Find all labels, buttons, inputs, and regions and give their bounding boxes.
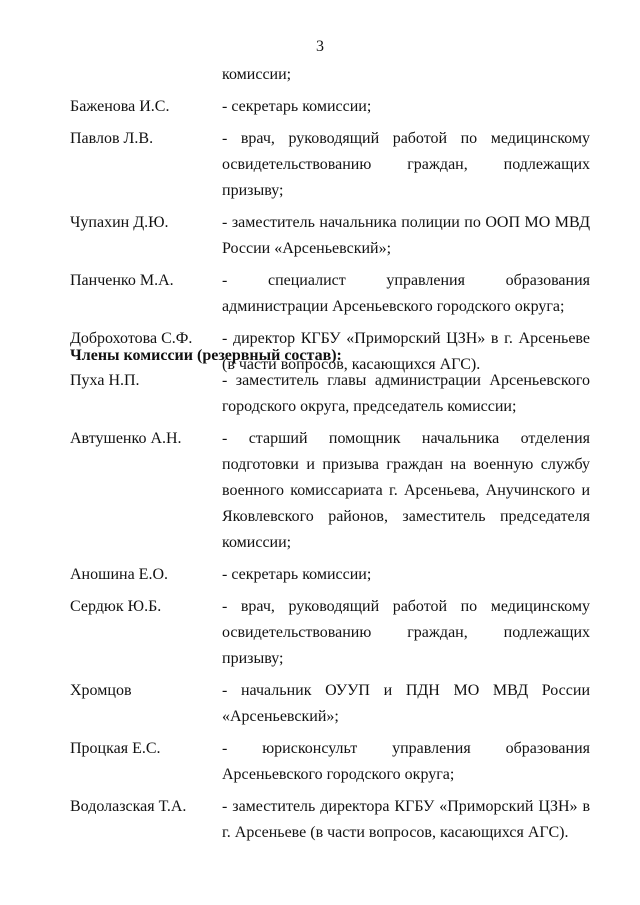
member-role: - директор КГБУ «Приморский ЦЗН» в г. Арсеньеве (в части вопросов, касающихся АГС). <box>222 330 590 373</box>
member-name <box>70 62 222 88</box>
member-name: Автушенко А.Н. <box>70 430 182 447</box>
member-entry <box>70 594 590 672</box>
member-role: - врач, руководящий работой по медицинскому освидетельствованию граждан, подлежащих призыву; <box>222 598 590 667</box>
reserve-section-heading: Члены комиссии (резервный состав): <box>70 347 342 364</box>
member-name: Сердюк Ю.Б. <box>70 598 162 615</box>
member-entry <box>70 678 590 730</box>
member-entry <box>70 62 590 88</box>
member-entry <box>70 426 590 556</box>
member-name: Пуха Н.П. <box>70 372 140 389</box>
member-entry <box>70 210 590 262</box>
member-name: Аношина Е.О. <box>70 566 168 583</box>
member-name: Павлов Л.В. <box>70 130 154 147</box>
member-role: - начальник ОУУП и ПДН МО МВД России «Арсеньевский»; <box>222 682 590 725</box>
member-name: Баженова И.С. <box>70 98 170 115</box>
member-entry <box>70 368 590 420</box>
member-role: - заместитель главы администрации Арсеньевского городского округа, председатель комиссии; <box>222 372 590 415</box>
member-name: Хромцов <box>70 682 132 699</box>
member-name: Доброхотова С.Ф. <box>70 330 193 347</box>
member-entry <box>70 794 590 846</box>
member-entry <box>70 736 590 788</box>
member-name: Процкая Е.С. <box>70 740 161 757</box>
member-name: Чупахин Д.Ю. <box>70 214 169 231</box>
member-role: - заместитель директора КГБУ «Приморский ЦЗН» в г. Арсеньеве (в части вопросов, касающихся АГС). <box>222 798 590 841</box>
member-entry <box>70 562 590 588</box>
member-entry <box>70 126 590 204</box>
page-number: 3 <box>316 38 324 55</box>
member-role: - заместитель начальника полиции по ООП МО МВД России «Арсеньевский»; <box>222 214 590 257</box>
member-name: Водолазская Т.А. <box>70 798 187 815</box>
member-role: - секретарь комиссии; <box>222 98 372 115</box>
member-role: - юрисконсульт управления образования Арсеньевского городского округа; <box>222 740 590 783</box>
main-members-list <box>70 62 590 378</box>
member-role: - секретарь комиссии; <box>222 566 372 583</box>
reserve-members-list <box>70 368 590 846</box>
member-role: - специалист управления образования администрации Арсеньевского городского округа; <box>222 272 590 315</box>
member-name: Панченко М.А. <box>70 272 174 289</box>
member-entry <box>70 94 590 120</box>
member-role: - старший помощник начальника отделения подготовки и призыва граждан на военную службу военного комиссариата г. Арсеньева, Анучинского и Яковлевского районов, заместитель председателя комиссии; <box>222 430 590 551</box>
member-role: комиссии; <box>222 66 292 83</box>
member-entry <box>70 268 590 320</box>
member-role: - врач, руководящий работой по медицинскому освидетельствованию граждан, подлежащих призыву; <box>222 130 590 199</box>
